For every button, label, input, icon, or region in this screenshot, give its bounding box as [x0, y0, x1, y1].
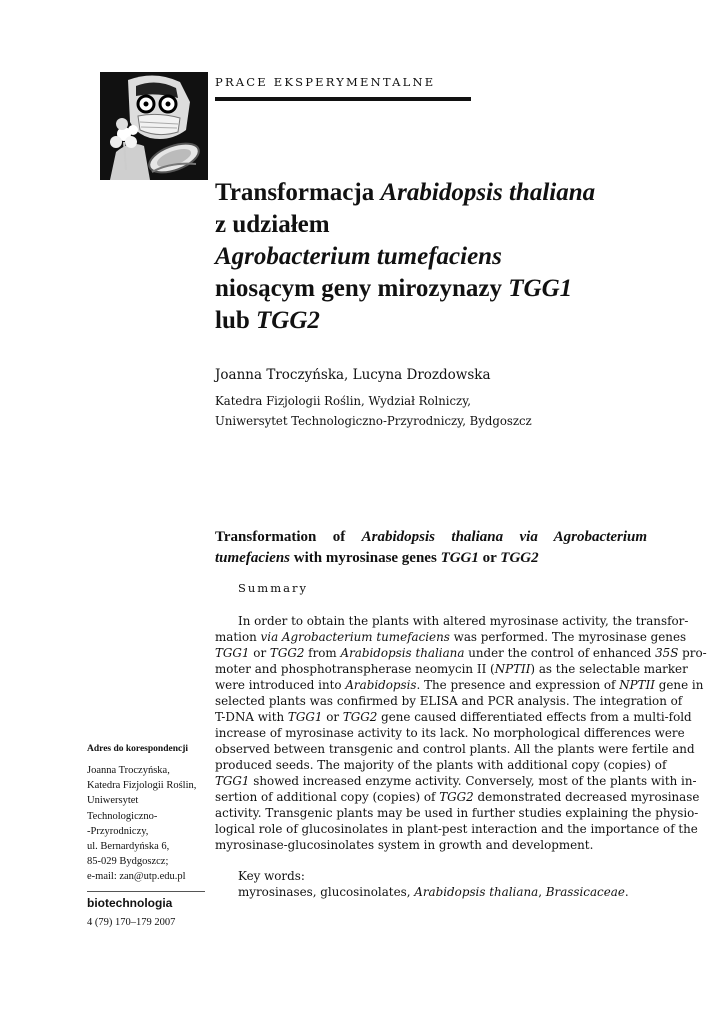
text-run: .: [624, 885, 629, 899]
italic-run: TGG2: [256, 307, 320, 334]
text-run: from: [304, 646, 341, 660]
title-line: [215, 209, 655, 241]
section-heading: PRACE EKSPERYMENTALNE: [215, 75, 436, 89]
article-title: [215, 177, 655, 337]
italic-run: via Agrobacterium tumefaciens: [260, 630, 450, 644]
italic-run: TGG1: [440, 550, 479, 566]
text-run: moter and phosphotranspherase neomycin II (: [215, 662, 495, 676]
text-run: mation: [215, 630, 261, 644]
italic-run: Arabidopsis: [345, 678, 417, 692]
address-line: Joanna Troczyńska,: [87, 765, 170, 776]
italic-run: TGG1: [508, 275, 573, 302]
text-run: or: [249, 646, 270, 660]
affiliation-line: Uniwersytet Technologiczno-Przyrodniczy, Bydgoszcz: [215, 414, 532, 428]
text-run: In order to obtain the plants with altered myrosinase activity, the transfor-: [238, 614, 689, 628]
text-run: lub: [215, 307, 257, 334]
title-line: [215, 241, 655, 273]
abstract-line: [215, 773, 697, 789]
abstract-line: [215, 757, 667, 773]
abstract: [215, 613, 707, 853]
text-run: pro-: [678, 646, 707, 660]
italic-run: Brassicaceae: [545, 885, 625, 899]
italic-run: TGG1: [215, 774, 250, 788]
text-run: niosącym geny mirozynazy: [215, 275, 509, 302]
text-run: gene in: [654, 678, 704, 692]
text-run: increase of myrosinase activity to its lack. No morphological differences were: [215, 726, 685, 740]
abstract-line: [215, 645, 707, 661]
journal-name: biotechnologia: [87, 896, 173, 910]
affiliation: [215, 391, 532, 431]
text-run: z udziałem: [215, 211, 330, 238]
text-run: selected plants was confirmed by ELISA and PCR analysis. The integration of: [215, 694, 683, 708]
abstract-line: [215, 741, 695, 757]
keywords: [238, 885, 629, 899]
text-run: demonstrated decreased myrosinase: [473, 790, 700, 804]
text-run: produced seeds. The majority of the plants with additional copy (copies) of: [215, 758, 667, 772]
italic-run: TGG2: [269, 646, 305, 660]
journal-issue: 4 (79) 170–179 2007: [87, 917, 176, 928]
abstract-line: [215, 709, 692, 725]
text-run: observed between transgenic and control plants. All the plants were fertile and: [215, 742, 695, 756]
address-line: Uniwersytet: [87, 795, 139, 807]
address-line: Katedra Fizjologii Roślin,: [87, 780, 197, 792]
abstract-line: [215, 725, 685, 741]
abstract-line: [215, 629, 687, 645]
title-line: [215, 273, 655, 305]
italic-run: TGG2: [500, 550, 539, 566]
scientist-illustration-icon: [100, 72, 208, 180]
text-run: Transformation of: [215, 529, 362, 545]
text-run: with myrosinase genes: [290, 550, 441, 566]
authors: Joanna Troczyńska, Lucyna Drozdowska: [215, 367, 491, 383]
text-run: myrosinases, glucosinolates,: [238, 885, 415, 899]
text-run: under the control of enhanced: [464, 646, 656, 660]
keywords-heading: Key words:: [238, 869, 305, 883]
summary-heading: Summary: [238, 581, 308, 595]
italic-run: Arabidopsis thaliana: [340, 646, 465, 660]
address-line: Technologiczno-: [87, 810, 158, 822]
text-run: or: [478, 550, 501, 566]
address-line: ul. Bernardyńska 6,: [87, 841, 170, 853]
text-run: ) as the selectable marker: [530, 662, 688, 676]
text-run: Transformacja: [215, 179, 381, 206]
affiliation-line: Katedra Fizjologii Roślin, Wydział Rolniczy,: [215, 394, 471, 408]
italic-run: 35S: [655, 646, 679, 660]
abstract-line: [215, 837, 648, 853]
text-run: gene caused differentiated effects from a multi-fold: [377, 710, 692, 724]
text-run: logical role of glucosinolates in plant-pest interaction and the importance of the: [215, 822, 698, 836]
text-run: ,: [538, 885, 546, 899]
address-line: 85-029 Bydgoszcz;: [87, 856, 169, 868]
text-run: myrosinase-glucosinolates system in growth and development.: [215, 838, 594, 852]
italic-run: NPTII: [619, 678, 655, 692]
italic-run: Agrobacterium tumefaciens: [215, 243, 502, 270]
abstract-line: [215, 661, 688, 677]
text-run: T-DNA with: [215, 710, 288, 724]
title-line: [215, 305, 655, 337]
text-run: . The presence and expression of: [416, 678, 620, 692]
journal-logo-illustration: [100, 72, 208, 180]
text-run: sertion of additional copy (copies) of: [215, 790, 440, 804]
italic-run: NPTII: [494, 662, 531, 676]
italic-run: TGG2: [342, 710, 378, 724]
abstract-line: [215, 613, 689, 629]
text-run: were introduced into: [215, 678, 346, 692]
italic-run: Arabidopsis thaliana via Agrobacterium tumefaciens: [215, 529, 647, 566]
italic-run: Arabidopsis thaliana: [414, 885, 539, 899]
text-run: showed increased enzyme activity. Conversely, most of the plants with in-: [249, 774, 697, 788]
italic-run: Arabidopsis thaliana: [380, 179, 596, 206]
text-run: was performed. The myrosinase genes: [449, 630, 687, 644]
italic-run: TGG2: [439, 790, 474, 804]
divider: [87, 891, 205, 892]
abstract-line: [215, 677, 704, 693]
correspondence-address: [87, 763, 196, 885]
address-line: -Przyrodniczy,: [87, 825, 149, 837]
text-run: activity. Transgenic plants may be used in further studies explaining the physio-: [215, 806, 699, 820]
section-rule: [215, 97, 471, 101]
italic-run: TGG1: [215, 646, 250, 660]
correspondence-heading: Adres do korespondencji: [87, 744, 188, 754]
title-line: [215, 177, 655, 209]
abstract-line: [215, 789, 700, 805]
english-title: [215, 527, 647, 569]
text-run: or: [322, 710, 343, 724]
abstract-line: [215, 693, 683, 709]
italic-run: TGG1: [287, 710, 323, 724]
abstract-line: [215, 821, 698, 837]
address-email: e-mail: zan@utp.edu.pl: [87, 871, 186, 883]
abstract-line: [215, 805, 699, 821]
